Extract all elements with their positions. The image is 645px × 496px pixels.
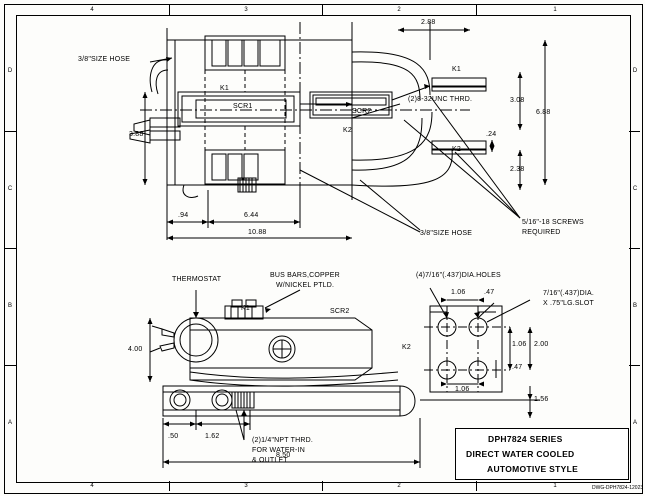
label-k1-outer: K1	[452, 66, 461, 73]
zone-label-top-3: 3	[244, 7, 248, 13]
label-slot-1: 7/16"(.437)DIA.	[543, 290, 595, 297]
label-k2-inner: K2	[343, 127, 352, 134]
dim-2-38: 2.38	[510, 166, 525, 173]
dim-0-24: .24	[486, 131, 497, 138]
zone-label-left-b: B	[7, 303, 12, 309]
label-npt-3: & OUTLET	[252, 457, 288, 464]
dim-0-94: .94	[178, 212, 189, 219]
label-bottom-k2: K2	[402, 344, 411, 351]
label-hose-bottom: 3/8"SIZE HOSE	[420, 230, 473, 237]
dim-3-08: 3.08	[510, 97, 525, 104]
zone-label-left-d: D	[7, 68, 13, 74]
dim-4-00: 4.00	[128, 346, 143, 353]
zone-label-right-a: A	[632, 420, 637, 426]
dim-10-88: 10.88	[248, 229, 267, 236]
label-screws-line1: 5/16"-18 SCREWS	[522, 219, 584, 226]
dim-1-56: 1.56	[534, 396, 549, 403]
label-npt-2: FOR WATER-IN	[252, 447, 305, 454]
zone-label-right-c: C	[632, 186, 638, 192]
label-scr1: SCR1	[233, 103, 253, 110]
label-scr2: SCR2	[352, 108, 372, 115]
dim-2-00: 2.00	[534, 341, 549, 348]
dim-0-50: .50	[168, 433, 179, 440]
title-block-line2: DIRECT WATER COOLED	[466, 449, 575, 459]
dim-2-88: 2.88	[421, 19, 436, 26]
zone-label-top-4: 4	[90, 7, 94, 13]
label-bottom-scr2: SCR2	[330, 308, 350, 315]
dim-8-50: 8.50	[276, 452, 291, 459]
dim-1-06-c: 1.06	[455, 386, 470, 393]
label-holes: (4)7/16"(.437)DIA.HOLES	[416, 272, 501, 279]
dim-3-88: 3.88	[129, 131, 144, 138]
zone-label-left-c: C	[7, 186, 13, 192]
zone-label-right-d: D	[632, 68, 638, 74]
label-k2-outer: K2	[452, 146, 461, 153]
label-slot-2: X .75"LG.SLOT	[543, 300, 594, 307]
label-bus-bars-1: BUS BARS,COPPER	[270, 272, 340, 279]
zone-label-bottom-4: 4	[90, 483, 94, 489]
dim-0-47-b: .47	[512, 364, 523, 371]
zone-label-left-a: A	[7, 420, 12, 426]
label-npt-1: (2)1/4"NPT THRD.	[252, 437, 314, 444]
zone-label-top-2: 2	[397, 7, 401, 13]
dim-0-47-a: .47	[484, 289, 495, 296]
label-bottom-k1: K1	[241, 305, 250, 312]
zone-label-bottom-1: 1	[553, 483, 557, 489]
sheet-code: DWG-DPH7824-12023	[592, 485, 644, 491]
label-bus-bars-2: W/NICKEL PTLD.	[276, 282, 335, 289]
label-thermostat: THERMOSTAT	[172, 276, 222, 283]
dim-1-62: 1.62	[205, 433, 220, 440]
label-hose-left: 3/8"SIZE HOSE	[78, 56, 131, 63]
title-block-line1: DPH7824 SERIES	[488, 434, 563, 444]
dim-6-44: 6.44	[244, 212, 259, 219]
title-block-line3: AUTOMOTIVE STYLE	[487, 464, 579, 474]
dim-6-88: 6.88	[536, 109, 551, 116]
dim-1-06-b: 1.06	[512, 341, 527, 348]
zone-label-top-1: 1	[553, 7, 557, 13]
zone-label-bottom-2: 2	[397, 483, 401, 489]
label-unc-thread: (2)8-32UNC THRD.	[408, 96, 473, 103]
label-k1-inner: K1	[220, 85, 229, 92]
dim-1-06-a: 1.06	[451, 289, 466, 296]
label-screws-line2: REQUIRED	[522, 229, 561, 236]
zone-label-bottom-3: 3	[244, 483, 248, 489]
zone-label-right-b: B	[632, 303, 637, 309]
